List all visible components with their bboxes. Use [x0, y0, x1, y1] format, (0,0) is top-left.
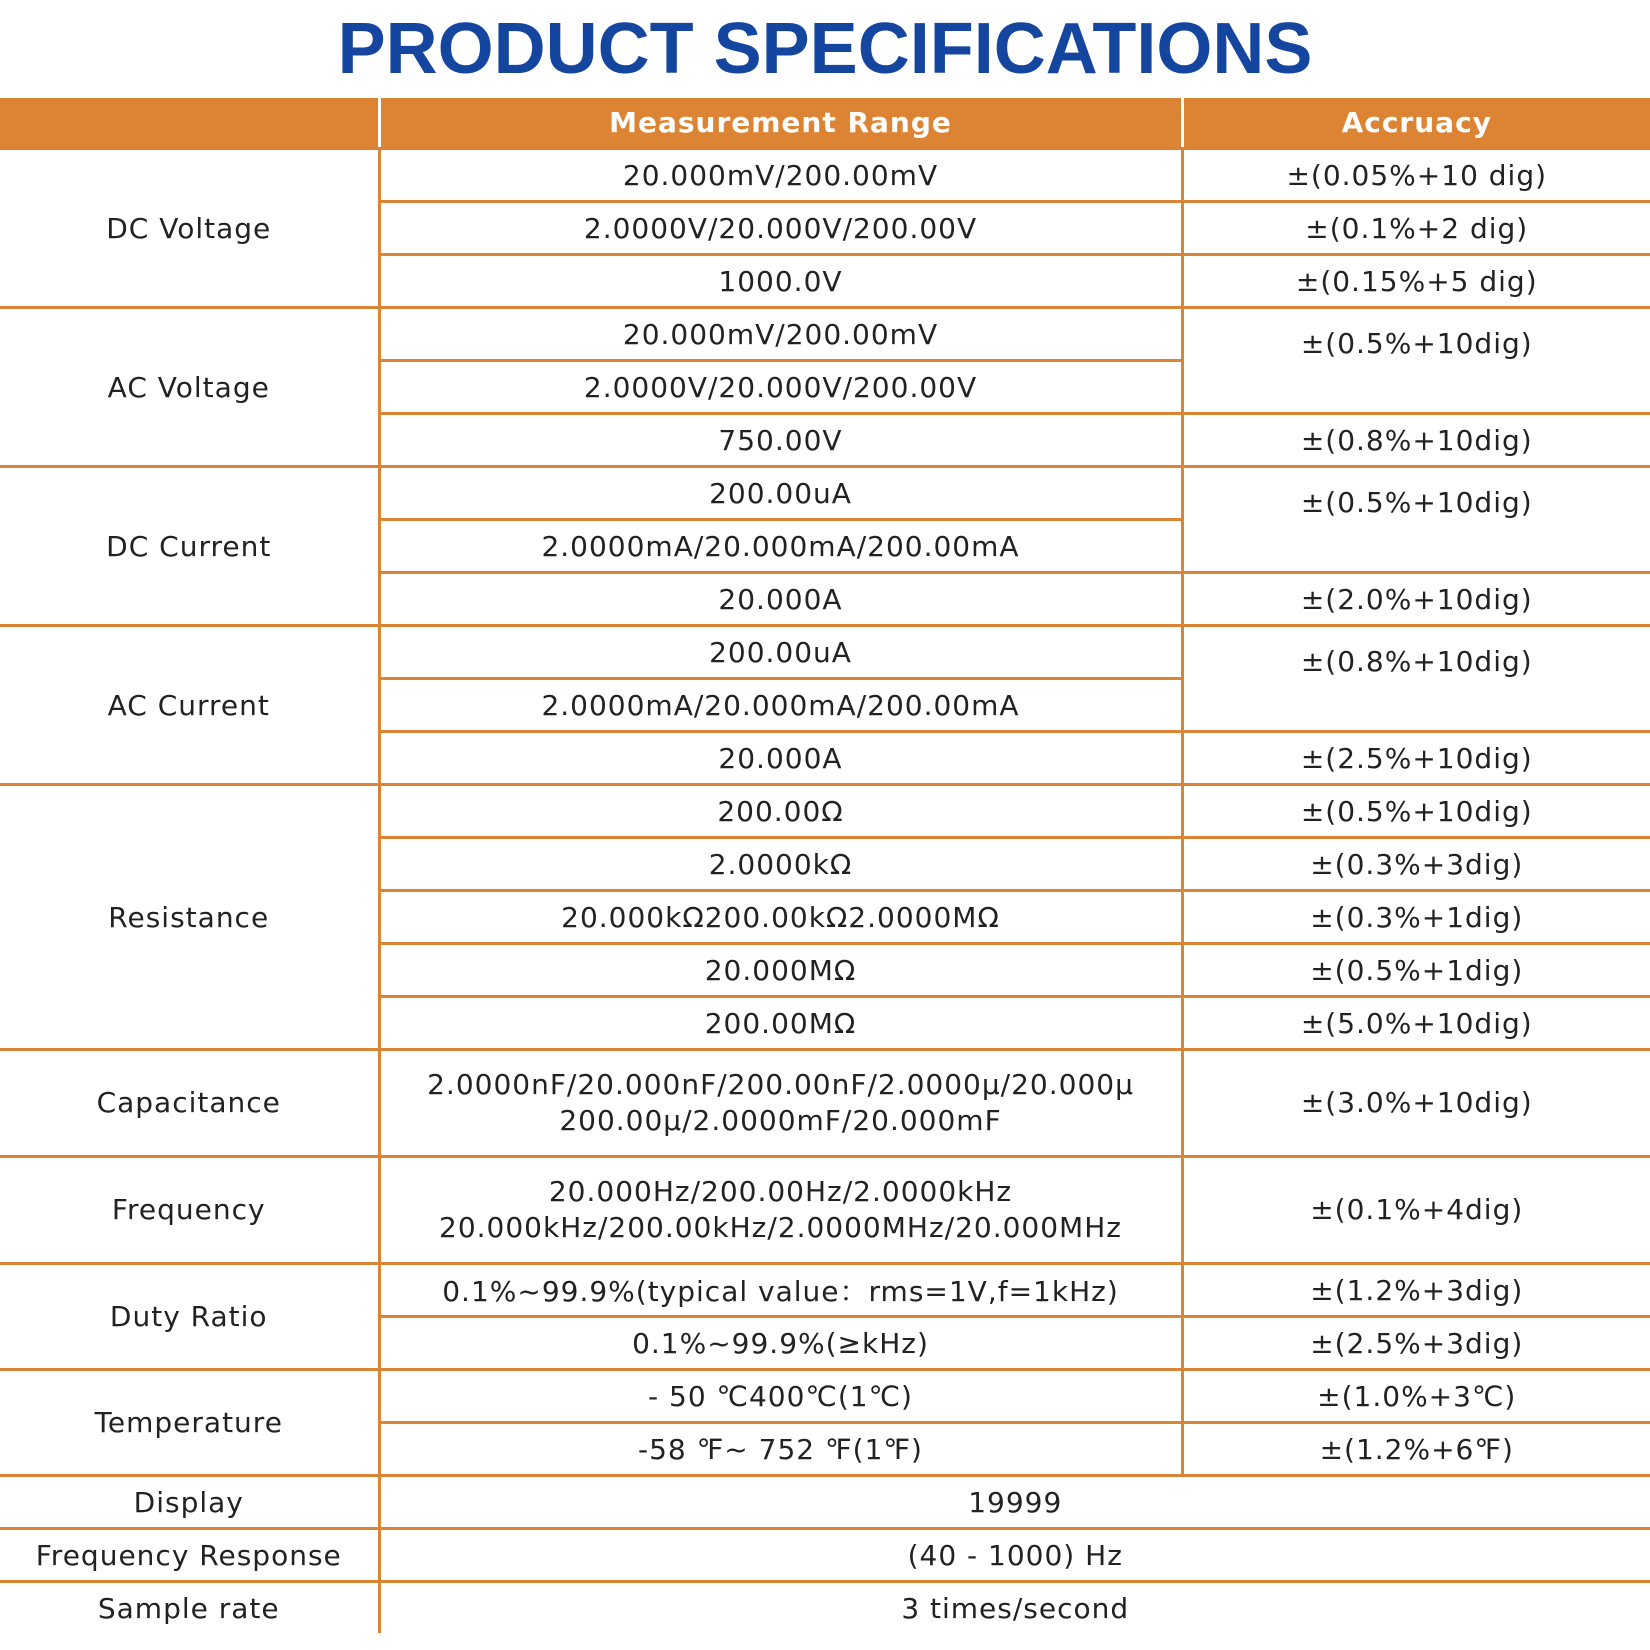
row-label-dc-voltage: DC Voltage — [0, 149, 379, 308]
range-cell: 20.000mV/200.00mV — [379, 308, 1182, 361]
range-line: 200.00μ/2.0000mF/20.000mF — [559, 1104, 1002, 1137]
row-label-display: Display — [0, 1476, 379, 1529]
accuracy-cell: ±(2.0%+10dig) — [1182, 573, 1650, 626]
range-cell: 20.000A — [379, 732, 1182, 785]
accuracy-cell: ±(0.8%+10dig) — [1182, 414, 1650, 467]
header-accuracy: Accruacy — [1182, 98, 1650, 149]
range-cell: 20.000A — [379, 573, 1182, 626]
table-row — [0, 1264, 1650, 1317]
value-cell: 19999 — [379, 1476, 1650, 1529]
range-cell: 1000.0V — [379, 255, 1182, 308]
row-label-temperature: Temperature — [0, 1370, 379, 1476]
range-cell: 750.00V — [379, 414, 1182, 467]
range-cell: 20.000mV/200.00mV — [379, 149, 1182, 202]
range-line: 20.000Hz/200.00Hz/2.0000kHz — [548, 1175, 1013, 1208]
accuracy-cell: ±(5.0%+10dig) — [1182, 997, 1650, 1050]
range-cell: 2.0000mA/20.000mA/200.00mA — [379, 679, 1182, 732]
table-row — [0, 1582, 1650, 1634]
range-cell: 200.00Ω — [379, 785, 1182, 838]
range-cell: 2.0000V/20.000V/200.00V — [379, 202, 1182, 255]
row-label-frequency-response: Frequency Response — [0, 1529, 379, 1582]
accuracy-cell: ±(0.15%+5 dig) — [1182, 255, 1650, 308]
accuracy-cell: ±(0.1%+2 dig) — [1182, 202, 1650, 255]
row-label-resistance: Resistance — [0, 785, 379, 1050]
accuracy-cell: ±(0.3%+3dig) — [1182, 838, 1650, 891]
row-label-ac-current: AC Current — [0, 626, 379, 785]
table-row — [0, 785, 1650, 838]
range-cell: 20.000MΩ — [379, 944, 1182, 997]
table-row — [0, 1050, 1650, 1157]
range-cell: - 50 ℃400℃(1℃) — [379, 1370, 1182, 1423]
table-row — [0, 467, 1650, 520]
range-cell — [379, 1157, 1182, 1264]
accuracy-cell: ±(3.0%+10dig) — [1182, 1050, 1650, 1157]
accuracy-cell: ±(2.5%+3dig) — [1182, 1317, 1650, 1370]
accuracy-cell: ±(1.0%+3℃) — [1182, 1370, 1650, 1423]
range-cell: 200.00uA — [379, 467, 1182, 520]
range-cell: -58 ℉~ 752 ℉(1℉) — [379, 1423, 1182, 1476]
value-cell: (40 - 1000) Hz — [379, 1529, 1650, 1582]
range-cell: 0.1%~99.9%(typical value：rms=1V,f=1kHz) — [379, 1264, 1182, 1317]
range-cell: 200.00MΩ — [379, 997, 1182, 1050]
range-cell — [379, 1050, 1182, 1157]
accuracy-cell: ±(2.5%+10dig) — [1182, 732, 1650, 785]
accuracy-cell: ±(0.3%+1dig) — [1182, 891, 1650, 944]
table-row — [0, 1529, 1650, 1582]
accuracy-cell: ±(0.5%+10dig) — [1182, 785, 1650, 838]
accuracy-cell: ±(0.05%+10 dig) — [1182, 149, 1650, 202]
table-row — [0, 626, 1650, 679]
row-label-capacitance: Capacitance — [0, 1050, 379, 1157]
page-title: PRODUCT SPECIFICATIONS — [337, 9, 1313, 89]
range-cell: 2.0000mA/20.000mA/200.00mA — [379, 520, 1182, 573]
row-label-ac-voltage: AC Voltage — [0, 308, 379, 467]
header-measurement-range: Measurement Range — [379, 98, 1182, 149]
table-row — [0, 308, 1650, 361]
table-row — [0, 1370, 1650, 1423]
table-row — [0, 149, 1650, 202]
spec-table — [0, 98, 1650, 1633]
range-cell: 20.000kΩ200.00kΩ2.0000MΩ — [379, 891, 1182, 944]
accuracy-cell: ±(0.8%+10dig) — [1182, 626, 1650, 732]
accuracy-cell: ±(1.2%+3dig) — [1182, 1264, 1650, 1317]
table-row — [0, 1157, 1650, 1264]
range-cell: 2.0000V/20.000V/200.00V — [379, 361, 1182, 414]
range-cell: 2.0000kΩ — [379, 838, 1182, 891]
row-label-sample-rate: Sample rate — [0, 1582, 379, 1634]
table-header-row — [0, 98, 1650, 149]
accuracy-cell: ±(1.2%+6℉) — [1182, 1423, 1650, 1476]
table-row — [0, 1476, 1650, 1529]
row-label-duty-ratio: Duty Ratio — [0, 1264, 379, 1370]
range-cell: 200.00uA — [379, 626, 1182, 679]
header-blank-cell — [0, 98, 379, 149]
row-label-dc-current: DC Current — [0, 467, 379, 626]
accuracy-cell: ±(0.1%+4dig) — [1182, 1157, 1650, 1264]
row-label-frequency: Frequency — [0, 1157, 379, 1264]
range-line: 2.0000nF/20.000nF/200.00nF/2.0000μ/20.000μ — [427, 1068, 1134, 1101]
range-cell: 0.1%~99.9%(≥kHz) — [379, 1317, 1182, 1370]
value-cell: 3 times/second — [379, 1582, 1650, 1634]
accuracy-cell: ±(0.5%+1dig) — [1182, 944, 1650, 997]
accuracy-cell: ±(0.5%+10dig) — [1182, 467, 1650, 573]
range-line: 20.000kHz/200.00kHz/2.0000MHz/20.000MHz — [439, 1211, 1122, 1244]
accuracy-cell: ±(0.5%+10dig) — [1182, 308, 1650, 414]
